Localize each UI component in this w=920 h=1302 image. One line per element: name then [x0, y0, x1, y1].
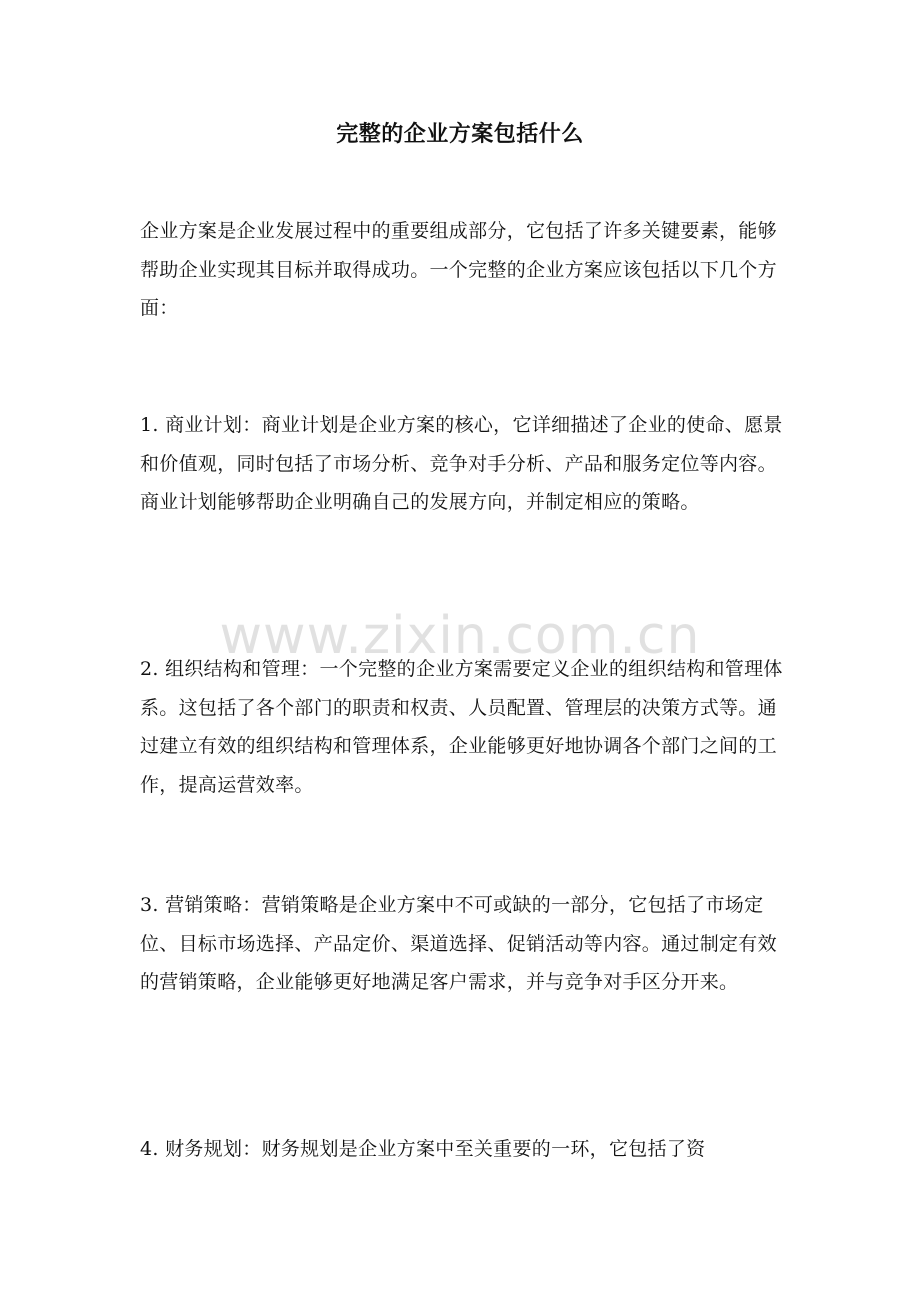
section-1-business-plan: 1. 商业计划：商业计划是企业方案的核心，它详细描述了企业的使命、愿景和价值观，同时包括了市场分析、竞争对手分析、产品和服务定位等内容。商业计划能够帮助企业明确自己的发展方向，并制定相应的策略。 — [140, 414, 783, 513]
watermark: www.zixin.com.cn — [219, 606, 701, 666]
section-3-marketing: 3. 营销策略：营销策略是企业方案中不可或缺的一部分，它包括了市场定位、目标市场选择、产品定价、渠道选择、促销活动等内容。通过制定有效的营销策略，企业能够更好地满足客户需求，并与竞争对手区分开来。 — [140, 894, 777, 993]
intro-paragraph: 企业方案是企业发展过程中的重要组成部分，它包括了许多关键要素，能够帮助企业实现其目标并取得成功。一个完整的企业方案应该包括以下几个方面： — [140, 220, 777, 319]
section-4-finance: 4. 财务规划：财务规划是企业方案中至关重要的一环，它包括了资 — [140, 1138, 706, 1160]
section-2-organization: 2. 组织结构和管理：一个完整的企业方案需要定义企业的组织结构和管理体系。这包括了各个部门的职责和权责、人员配置、管理层的决策方式等。通过建立有效的组织结构和管理体系，企业能够更好地协调各个部门之间的工作，提高运营效率。 — [140, 658, 783, 796]
document-title: 完整的企业方案包括什么 — [336, 122, 584, 147]
